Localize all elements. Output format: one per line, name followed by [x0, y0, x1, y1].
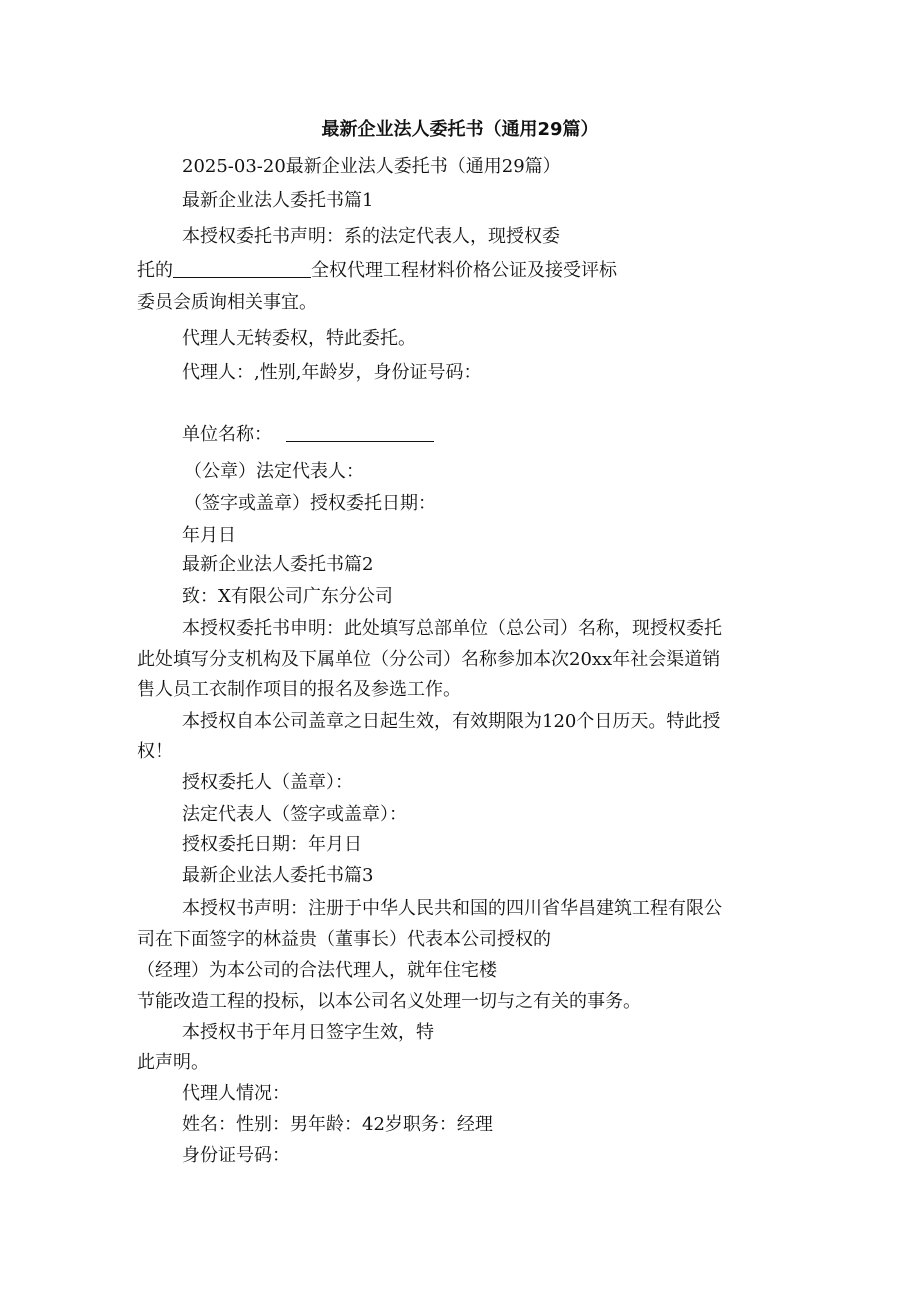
agent-detail-line: 姓名：性别：男年龄：42岁职务：经理: [182, 1114, 493, 1135]
signature-line: （签字或盖章）授权委托日期：: [184, 493, 436, 514]
section-2-paragraph-line: 此处填写分支机构及下属单位（分公司）名称参加本次20xx年社会渠道销: [137, 649, 721, 670]
agent-info-heading: 代理人情况：: [182, 1083, 290, 1104]
section-3-paragraph-line: 节能改造工程的投标，以本公司名义处理一切与之有关的事务。: [137, 991, 641, 1012]
text-fragment: 托的: [137, 260, 173, 281]
seal-line: （公章）法定代表人：: [184, 461, 364, 482]
section-3-paragraph-line: （经理）为本公司的合法代理人，就年住宅楼: [137, 960, 497, 981]
section-2-paragraph-line: 权！: [137, 741, 173, 762]
id-number-line: 身份证号码：: [182, 1145, 290, 1166]
section-3-paragraph-line: 司在下面签字的林益贵（董事长）代表本公司授权的: [137, 929, 551, 950]
section-3-paragraph-line: 此声明。: [137, 1052, 209, 1073]
section-1-paragraph-line: [137, 259, 617, 283]
section-1-paragraph-line: 委员会质询相关事宜。: [137, 292, 317, 313]
section-2-paragraph-line: 售人员工衣制作项目的报名及参选工作。: [137, 679, 461, 700]
agent-info-line: 代理人：,性别,年龄岁，身份证号码：: [182, 362, 482, 383]
document-title: 最新企业法人委托书（通用29篇）: [321, 119, 599, 140]
unit-name-label: 单位名称：: [182, 424, 272, 445]
document-subtitle: 2025-03-20最新企业法人委托书（通用29篇）: [182, 156, 561, 177]
date-line: 年月日: [182, 525, 236, 546]
principal-line: 授权委托人（盖章）：: [182, 772, 353, 793]
text-fragment: 全权代理工程材料价格公证及接受评标: [311, 260, 617, 281]
section-2-paragraph-line: 本授权委托书申明：此处填写总部单位（总公司）名称，现授权委托: [182, 618, 722, 639]
legal-rep-line: 法定代表人（签字或盖章）：: [182, 804, 407, 825]
addressee-line: 致：X有限公司广东分公司: [182, 586, 393, 607]
section-1-heading: 最新企业法人委托书篇1: [182, 190, 374, 211]
unit-name-line: [182, 423, 434, 447]
unit-name-blank: [286, 423, 434, 442]
section-1-paragraph-line: 本授权委托书声明：系的法定代表人，现授权委: [182, 226, 560, 247]
section-1-paragraph: 代理人无转委权，特此委托。: [182, 328, 416, 349]
section-3-heading: 最新企业法人委托书篇3: [182, 865, 374, 886]
section-2-paragraph-line: 本授权自本公司盖章之日起生效，有效期限为120个日历天。特此授: [182, 711, 721, 732]
section-3-paragraph-line: 本授权书于年月日签字生效，特: [182, 1022, 434, 1043]
section-2-heading: 最新企业法人委托书篇2: [182, 554, 374, 575]
date-line: 授权委托日期：年月日: [182, 834, 362, 855]
fill-in-blank: [173, 259, 311, 278]
section-3-paragraph-line: 本授权书声明：注册于中华人民共和国的四川省华昌建筑工程有限公: [182, 898, 722, 919]
